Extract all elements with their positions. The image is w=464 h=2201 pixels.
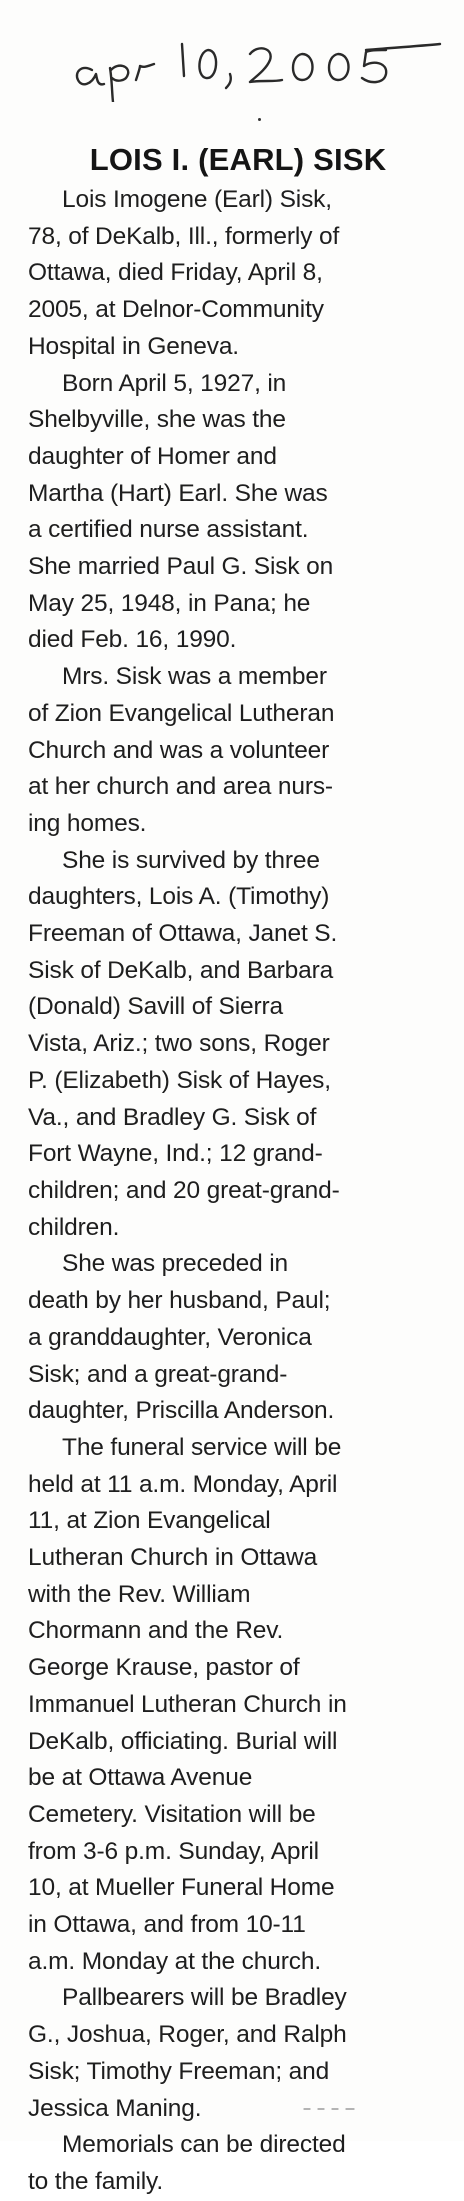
text-line: Freeman of Ottawa, Janet S. (28, 920, 338, 948)
paragraph-services (28, 1430, 448, 1981)
text-line: with the Rev. William (28, 1580, 251, 1608)
text-line: held at 11 a.m. Monday, April (28, 1470, 338, 1498)
paragraph-preceded (28, 1246, 448, 1430)
text-line: Martha (Hart) Earl. She was (28, 479, 328, 507)
handwritten-date (70, 18, 450, 102)
ink-dot (258, 118, 261, 121)
text-line: G., Joshua, Roger, and Ralph (28, 2021, 347, 2049)
text-line: in Ottawa, and from 10-11 (28, 1911, 306, 1939)
text-line: Shelbyville, she was the (28, 406, 286, 434)
text-line: She is survived by three (62, 846, 320, 874)
paragraph-memorials (28, 2127, 448, 2200)
text-line: from 3-6 p.m. Sunday, April (28, 1837, 319, 1865)
text-line: Va., and Bradley G. Sisk of (28, 1103, 317, 1131)
text-line: The funeral service will be (62, 1433, 342, 1461)
text-line: 2005, at Delnor-Community (28, 296, 324, 324)
text-line: Immanuel Lutheran Church in (28, 1690, 347, 1718)
text-line: Ottawa, died Friday, April 8, (28, 259, 323, 287)
text-line: DeKalb, officiating. Burial will (28, 1727, 338, 1755)
text-line: She was preceded in (62, 1250, 288, 1278)
text-line: children; and 20 great-grand- (28, 1176, 340, 1204)
text-line: Memorials can be directed (62, 2131, 346, 2159)
text-line: Church and was a volunteer (28, 736, 330, 764)
text-line: Fort Wayne, Ind.; 12 grand- (28, 1140, 323, 1168)
text-line: Mrs. Sisk was a member (62, 663, 327, 691)
text-line: Pallbearers will be Bradley (62, 1984, 347, 2012)
text-line: She married Paul G. Sisk on (28, 553, 334, 581)
text-line: 11, at Zion Evangelical (28, 1507, 271, 1535)
paragraph-death-notice (28, 182, 448, 366)
text-line: 78, of DeKalb, Ill., formerly of (28, 222, 340, 250)
text-line: children. (28, 1213, 120, 1241)
print-artifact (302, 2106, 362, 2112)
headline: LOIS I. (EARL) SISK (89, 142, 387, 177)
text-line: at her church and area nurs- (28, 773, 333, 801)
text-line: daughter, Priscilla Anderson. (28, 1397, 335, 1425)
text-line: Vista, Ariz.; two sons, Roger (28, 1030, 330, 1058)
text-line: Lutheran Church in Ottawa (28, 1544, 318, 1572)
text-line: a granddaughter, Veronica (28, 1323, 312, 1351)
paragraph-biography (28, 366, 448, 660)
text-line: Cemetery. Visitation will be (28, 1800, 316, 1828)
text-line: Born April 5, 1927, in (62, 369, 287, 397)
text-line: of Zion Evangelical Lutheran (28, 699, 335, 727)
text-line: a.m. Monday at the church. (28, 1947, 321, 1975)
text-line: Sisk of DeKalb, and Barbara (28, 956, 334, 984)
text-line: P. (Elizabeth) Sisk of Hayes, (28, 1066, 331, 1094)
text-line: ing homes. (28, 809, 147, 837)
text-line: Lois Imogene (Earl) Sisk, (62, 186, 332, 213)
paragraph-pallbearers (28, 1980, 448, 2127)
text-line: died Feb. 16, 1990. (28, 626, 237, 654)
text-line: Sisk; Timothy Freeman; and (28, 2057, 330, 2085)
text-line: Jessica Maning. (28, 2094, 202, 2122)
text-line: (Donald) Savill of Sierra (28, 993, 283, 1021)
text-line: death by her husband, Paul; (28, 1287, 331, 1315)
text-line: 10, at Mueller Funeral Home (28, 1874, 335, 1902)
text-line: Chormann and the Rev. (28, 1617, 284, 1645)
text-line: George Krause, pastor of (28, 1654, 300, 1682)
text-line: be at Ottawa Avenue (28, 1764, 253, 1792)
paragraph-survivors (28, 843, 448, 1247)
text-line: daughters, Lois A. (Timothy) (28, 883, 330, 911)
text-line: Sisk; and a great-grand- (28, 1360, 288, 1388)
paragraph-membership (28, 659, 448, 843)
obituary-article (28, 138, 448, 2201)
text-line: May 25, 1948, in Pana; he (28, 589, 311, 617)
text-line: daughter of Homer and (28, 442, 277, 470)
text-line: a certified nurse assistant. (28, 516, 309, 544)
text-line: Hospital in Geneva. (28, 332, 239, 360)
text-line: to the family. (28, 2167, 163, 2195)
